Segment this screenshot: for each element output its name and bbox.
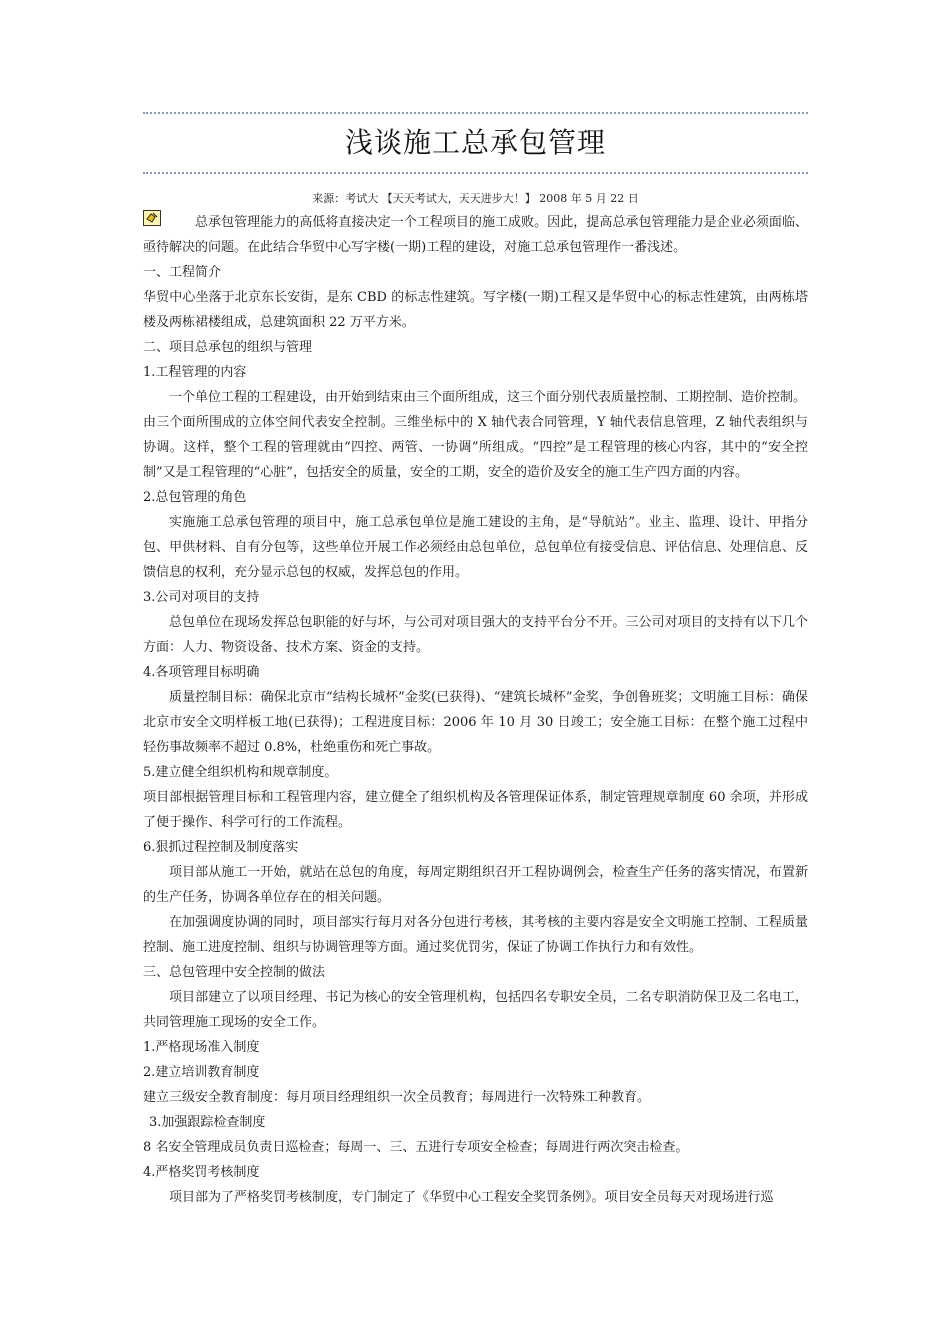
paragraph: 4.严格奖罚考核制度 — [143, 1165, 260, 1180]
document-icon — [143, 210, 161, 226]
paragraph: 华贸中心坐落于北京东长安街，是东 CBD 的标志性建筑。写字楼(一期)工程又是华贸中心的标志性建筑，由两栋塔楼及两栋裙楼组成，总建筑面积 22 万平方米。 — [143, 290, 808, 330]
paragraph: 一个单位工程的工程建设，由开始到结束由三个面所组成，这三个面分别代表质量控制、工期控制、造价控制。 — [169, 390, 807, 405]
paragraph: 项目部根据管理目标和工程管理内容，建立健全了组织机构及各管理保证体系，制定管理规章制度 60 余项，并形成了便于操作、科学可行的工作流程。 — [143, 790, 808, 830]
paragraph: 1.严格现场准入制度 — [143, 1040, 260, 1055]
top-divider — [143, 112, 808, 114]
paragraph: 项目部为了严格奖罚考核制度，专门制定了《华贸中心工程安全奖罚条例》。项目安全员每天对现场进行巡 — [169, 1190, 774, 1205]
paragraph: 三、总包管理中安全控制的做法 — [143, 965, 326, 980]
paragraph: 建立三级安全教育制度：每月项目经理组织一次全员教育；每周进行一次特殊工种教育。 — [143, 1090, 651, 1105]
paragraph: 2.总包管理的角色 — [143, 490, 247, 505]
paragraph: 3.公司对项目的支持 — [143, 590, 260, 605]
paragraph: 实施施工总承包管理的项目中，施工总承包单位是施工建设的主角，是“导航站”。业主、监理、设计、甲指分包、甲供材料、自有分包等，这些单位开展工作必须经由总包单位，总包单位有接受信息、评估信息、处理信息、反馈信息的权利，充分显示总包的权威，发挥总包的作用。 — [143, 515, 808, 580]
title-divider — [143, 172, 808, 174]
paragraph: 4.各项管理目标明确 — [143, 665, 260, 680]
paragraph: 一、工程简介 — [143, 265, 222, 280]
paragraph: 总承包管理能力的高低将直接决定一个工程项目的施工成败。因此，提高总承包管理能力是企业必须面临、亟待解决的问题。在此结合华贸中心写字楼(一期)工程的建设，对施工总承包管理作一番浅述。 — [143, 215, 808, 255]
paragraph: 5.建立健全组织机构和规章制度。 — [143, 765, 338, 780]
document-page — [143, 112, 808, 1210]
paragraph: 二、项目总承包的组织与管理 — [143, 340, 313, 355]
paragraph: 3.加强跟踪检查制度 — [149, 1115, 266, 1130]
source-line: 来源：考试大 【天天考试大，天天进步大！】 2008 年 5 月 22 日 — [312, 192, 639, 205]
paragraph: 项目部建立了以项目经理、书记为核心的安全管理机构，包括四名专职安全员，二名专职消防保卫及二名电工，共同管理施工现场的安全工作。 — [143, 990, 808, 1030]
paragraph: 项目部从施工一开始，就站在总包的角度，每周定期组织召开工程协调例会，检查生产任务的落实情况，布置新的生产任务，协调各单位存在的相关问题。 — [143, 865, 808, 905]
article-body — [143, 210, 808, 1210]
paragraph: 总包单位在现场发挥总包职能的好与坏，与公司对项目强大的支持平台分不开。三公司对项目的支持有以下几个方面：人力、物资设备、技术方案、资金的支持。 — [143, 615, 808, 655]
paragraph: 2.建立培训教育制度 — [143, 1065, 260, 1080]
paragraph: 8 名安全管理成员负责日巡检查；每周一、三、五进行专项安全检查；每周进行两次突击检查。 — [143, 1140, 689, 1155]
page-title: 浅谈施工总承包管理 — [344, 126, 606, 159]
paragraph: 质量控制目标：确保北京市“结构长城杯”金奖(已获得)、“建筑长城杯”金奖，争创鲁班奖；文明施工目标：确保北京市安全文明样板工地(已获得)；工程进度目标：2006 年 10 月 30 日竣工；安全施工目标：在整个施工过程中轻伤事故频率不超过 0.8%，杜绝重伤和死亡事故。 — [143, 690, 808, 755]
lead-paragraph — [143, 210, 808, 260]
paragraph: 在加强调度协调的同时，项目部实行每月对各分包进行考核，其考核的主要内容是安全文明施工控制、工程质量控制、施工进度控制、组织与协调管理等方面。通过奖优罚劣，保证了协调工作执行力和有效性。 — [143, 915, 808, 955]
paragraph: 6.狠抓过程控制及制度落实 — [143, 840, 299, 855]
paragraph: 1.工程管理的内容 — [143, 365, 247, 380]
paragraph: 由三个面所围成的立体空间代表安全控制。三维坐标中的 X 轴代表合同管理，Y 轴代表信息管理，Z 轴代表组织与协调。这样，整个工程的管理就由“四控、两管、一协调”所组成。“四控”是工程管理的核心内容，其中的“安全控制”又是工程管理的“心脏”，包括安全的质量，安全的工期，安全的造价及安全的施工生产四方面的内容。 — [143, 415, 808, 480]
